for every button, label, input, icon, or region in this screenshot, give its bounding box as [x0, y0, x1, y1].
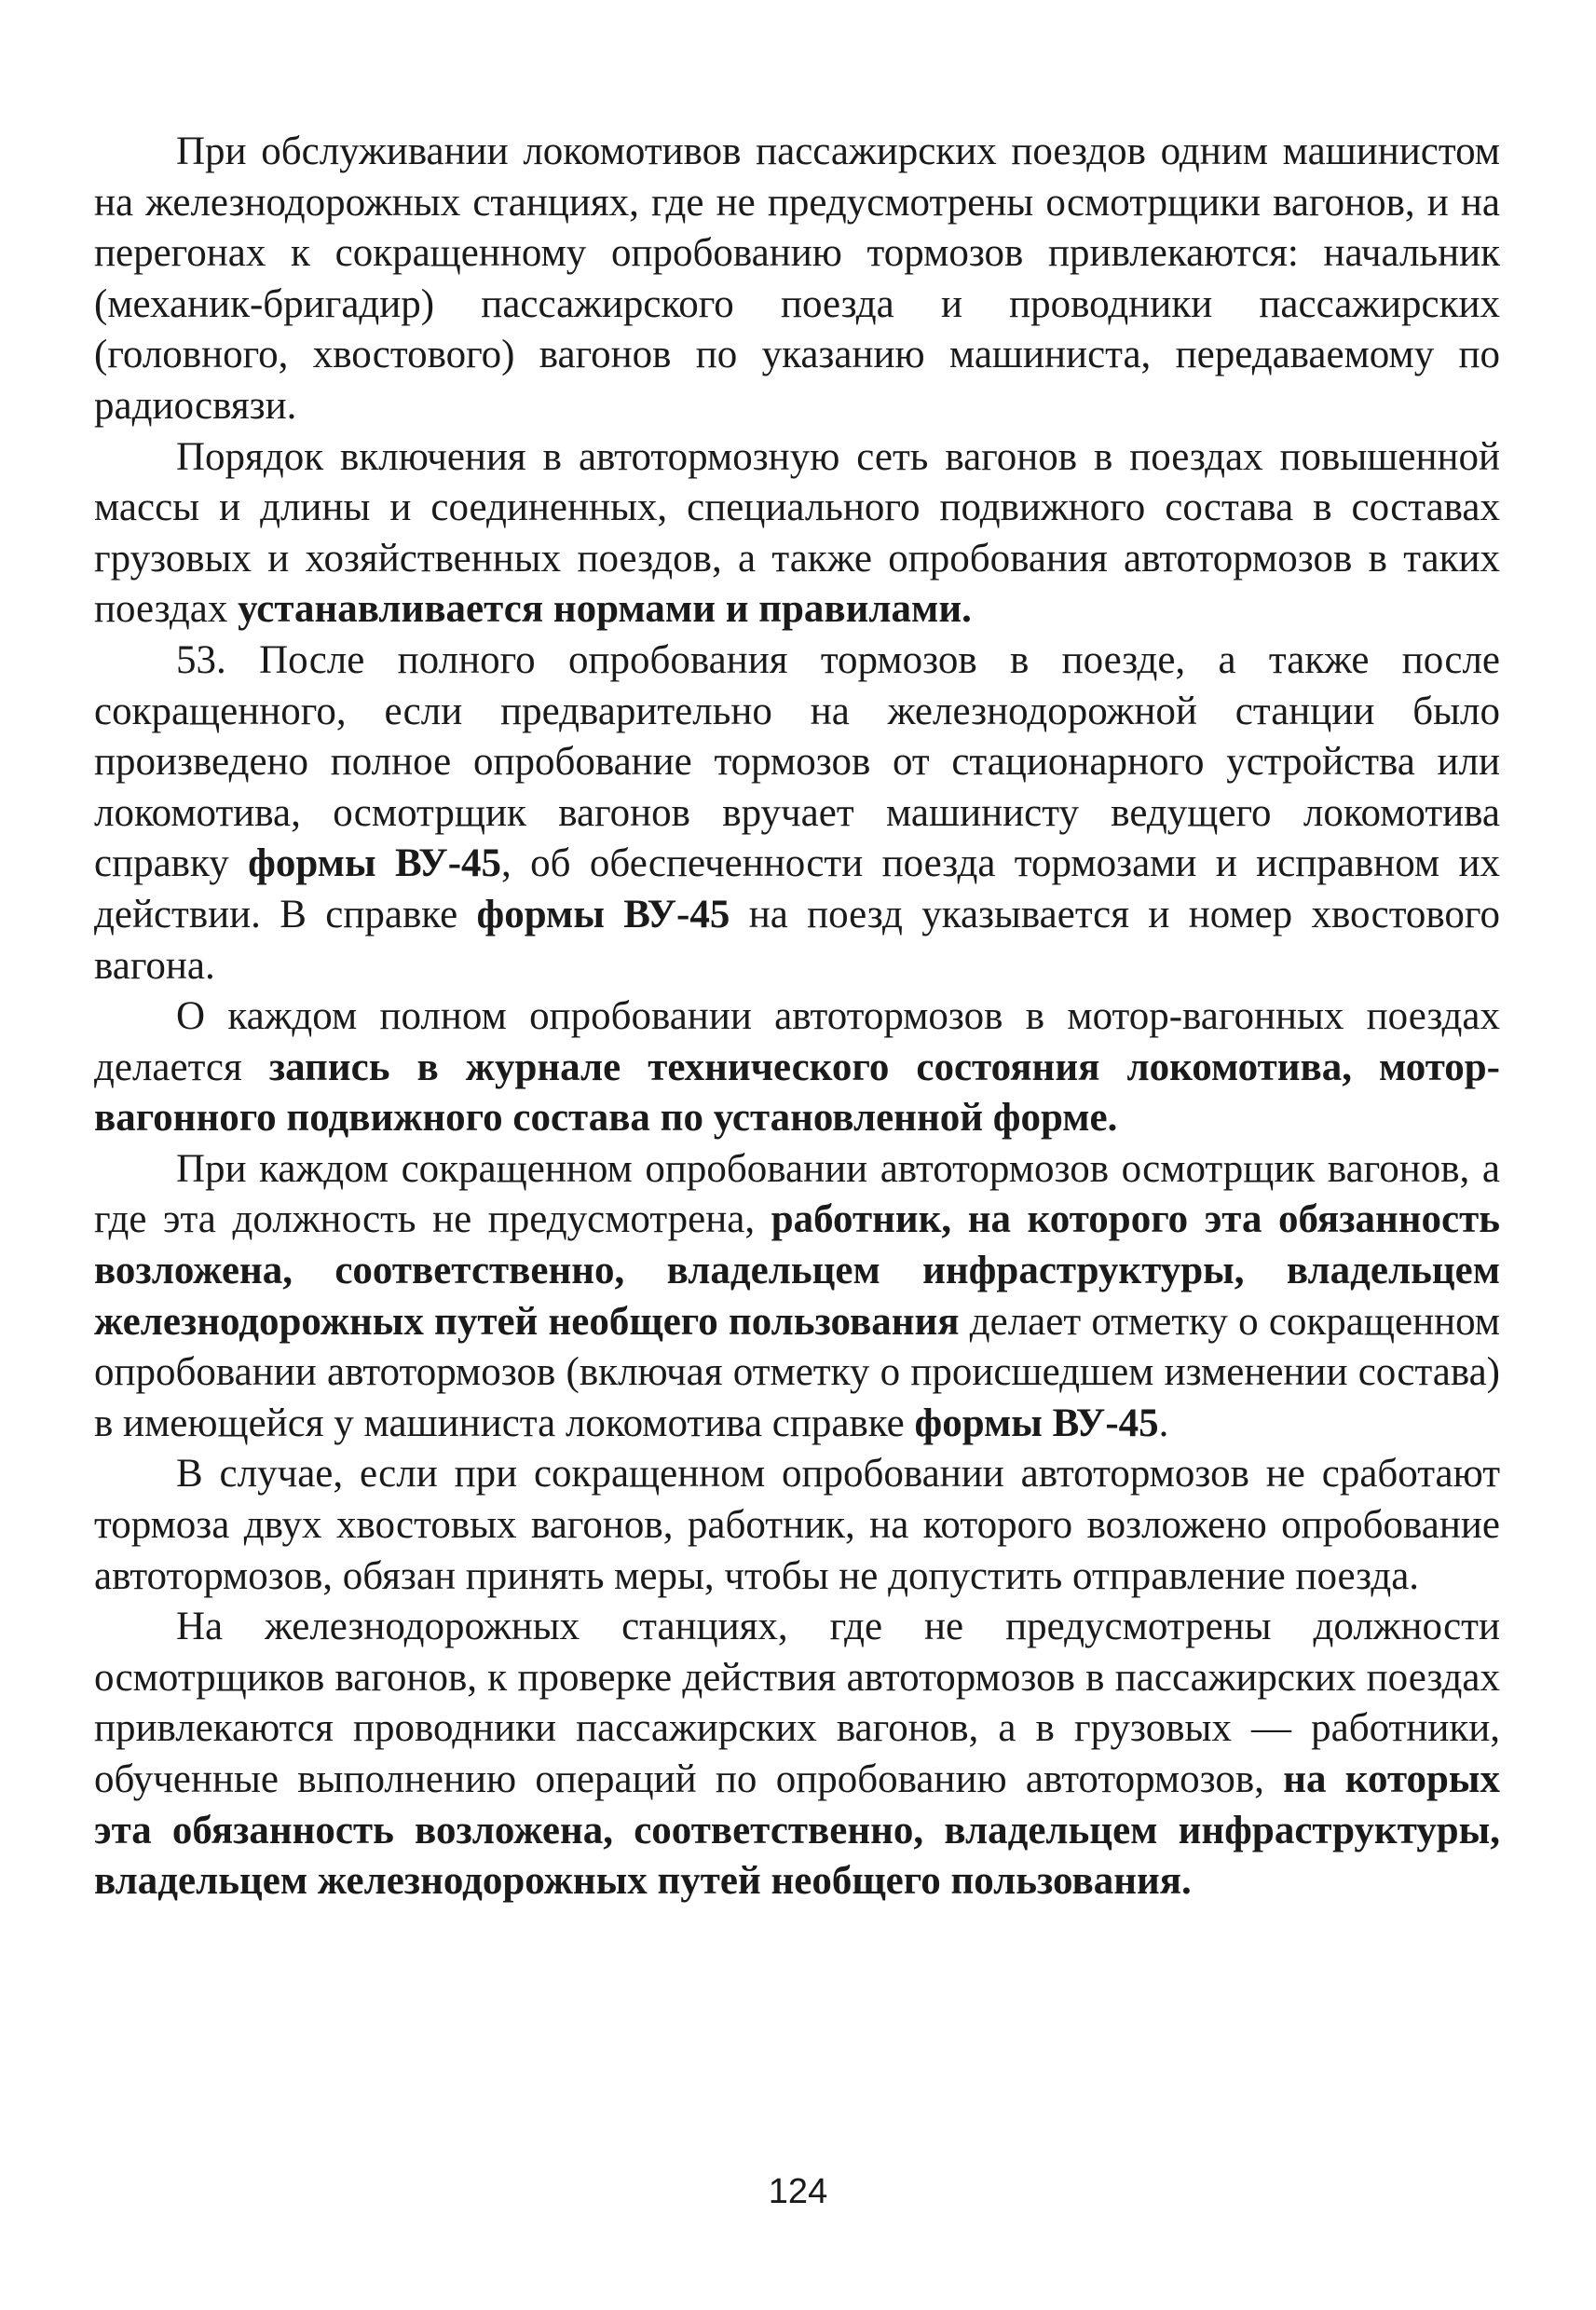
- paragraph: [94, 636, 1500, 991]
- paragraph: [94, 991, 1500, 1144]
- paragraph: [94, 432, 1500, 636]
- paragraph-text: 53. После полного опробования тормозов в поезде, а также после сокращенного, если предварительно на железнодорожной станции было произведено полное опробование тормозов от стационарного устройства или локомотива, осмотрщик вагонов вручает машинисту ведущего локомотива справку: [94, 637, 1500, 886]
- paragraph-text: .: [1158, 1401, 1169, 1445]
- paragraph-bold-text: на которых эта обязанность возложена, соответственно, владельцем инфраструктуры, владельцем железнодорожных путей необщего пользования.: [94, 1757, 1500, 1904]
- paragraph-text: Порядок включения в автотормозную сеть вагонов в поездах повышенной массы и длины и соединенных, специального подвижного состава в составах грузовых и хозяйственных поездов, а также опробования автотормозов в таких поездах: [94, 434, 1500, 632]
- paragraph: [94, 1449, 1500, 1602]
- page-number: 124: [768, 2172, 828, 2211]
- paragraph-bold-text: формы ВУ-45: [248, 841, 502, 886]
- paragraph-text: делает отметку о сокращенном опробовании автотормозов (включая отметку о происшедшем изменении состава) в имеющейся у машиниста локомотива справке: [94, 1299, 1501, 1445]
- paragraph: [94, 1602, 1500, 1907]
- paragraph-text: При обслуживании локомотивов пассажирских поездов одним машинистом на железнодорожных станциях, где не предусмотрены осмотрщики вагонов, и на перегонах к сокращенному опробованию тормозов привлекаются: начальник (механик-бригадир) пассажирского поезда и проводники пассажирских (головного, хвостового) вагонов по указанию машиниста, передаваемому по радиосвязи.: [94, 130, 1500, 428]
- paragraph: [94, 127, 1500, 432]
- page-body: [94, 127, 1500, 1907]
- paragraph-bold-text: формы ВУ-45: [476, 892, 730, 936]
- paragraph-text: На железнодорожных станциях, где не предусмотрены должности осмотрщиков вагонов, к проверке действия автотормозов в пассажирских поездах привлекаются проводники пассажирских вагонов, а в грузовых — работники, обученные выполнению операций по опробованию автотормозов,: [94, 1605, 1500, 1801]
- paragraph-bold-text: формы ВУ-45: [914, 1401, 1159, 1445]
- paragraph-text: При каждом сокращенном опробовании автотормозов осмотрщик вагонов, а где эта должность не предусмотрена,: [94, 1146, 1500, 1242]
- paragraph-bold-text: запись в журнале технического состояния локомотива, мотор-вагонного подвижного состава по установленной форме.: [94, 1045, 1500, 1141]
- paragraph-text: О каждом полном опробовании автотормозов в мотор-вагонных поездах делается: [94, 994, 1500, 1089]
- paragraph: [94, 1144, 1500, 1450]
- paragraph-text: В случае, если при сокращенном опробовании автотормозов не сработают тормоза двух хвостовых вагонов, работник, на которого возложено опробование автотормозов, обязан принять меры, чтобы не допустить отправление поезда.: [94, 1452, 1500, 1598]
- paragraph-bold-text: работник, на которого эта обязанность возложена, соответственно, владельцем инфраструктуры, владельцем железнодорожных путей необщего пользования: [94, 1197, 1500, 1344]
- paragraph-text: , об обеспеченности поезда тормозами и исправном их действии. В справке: [94, 841, 1500, 936]
- paragraph-bold-text: устанавливается нормами и правилами.: [238, 587, 972, 632]
- paragraph-text: на поезд указывается и номер хвостового вагона.: [94, 892, 1500, 988]
